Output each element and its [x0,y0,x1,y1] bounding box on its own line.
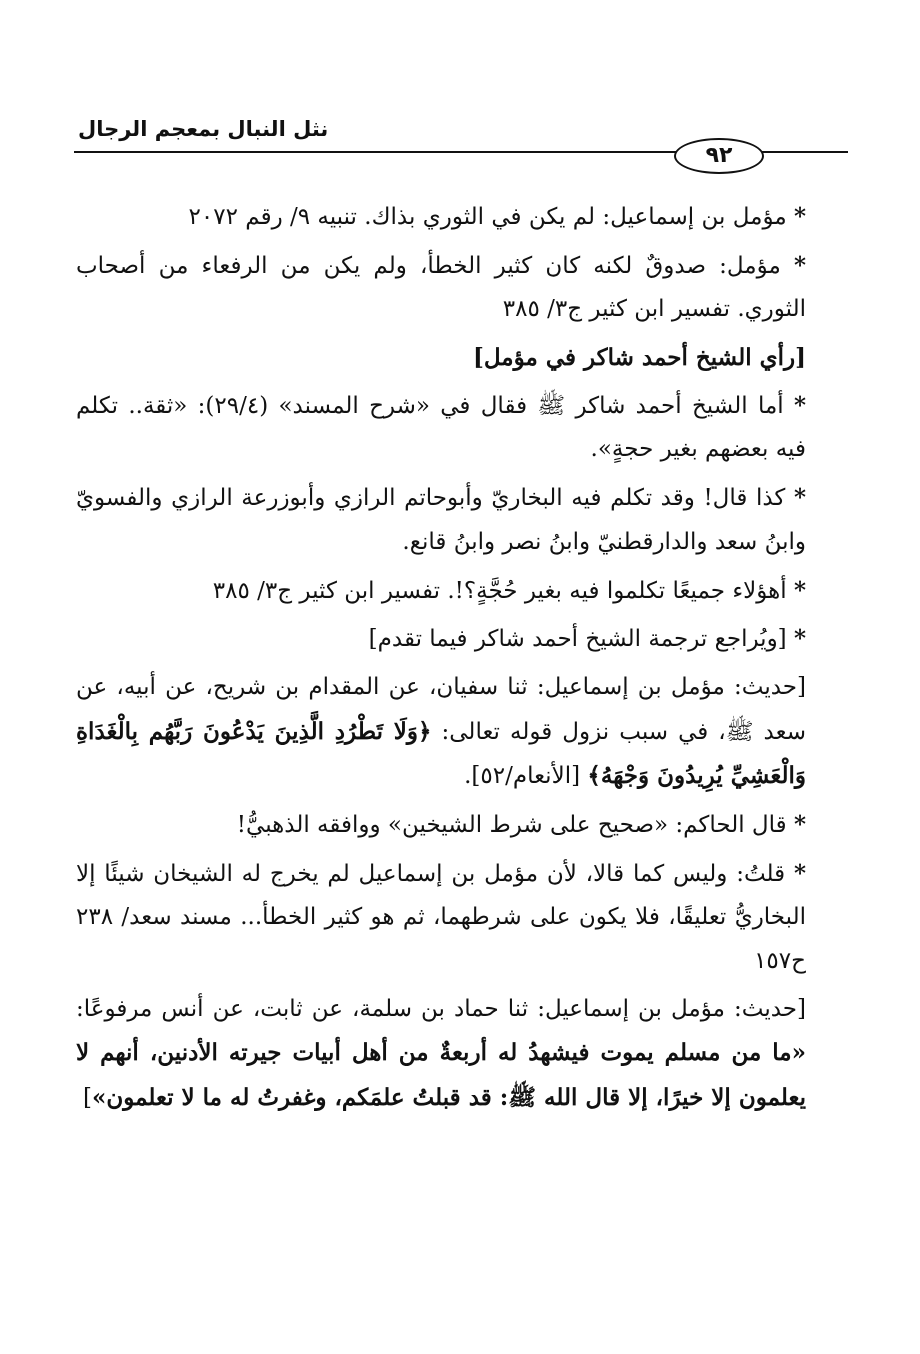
paragraph-text: قال الحاكم: «صحيح على شرط الشيخين» ووافقه الذهبيُّ! [236,811,787,838]
paragraph-text: كذا قال! وقد تكلم فيه البخاريّ وأبوحاتم الرازي وأبوزرعة الرازي والفسويّ وابنُ سعد والدارقطنيّ وابنُ نصر وابنُ قانع. [76,485,806,555]
quran-verse: ﴿وَلَا تَطْرُدِ الَّذِينَ يَدْعُونَ رَبَّهُم بِالْغَدَاةِ وَالْعَشِيِّ يُرِيدُونَ وَجْهَهُ﴾ [76,717,806,790]
paragraph-text: مؤمل: صدوقٌ لكنه كان كثير الخطأ، ولم يكن من الرفعاء من أصحاب الثوري. تفسير ابن كثير ج٣/ ٣٨٥ [76,252,806,323]
paragraph [76,476,846,564]
paragraph-text: مؤمل بن إسماعيل: لم يكن في الثوري بذاك. تنبيه ٩/ رقم ٢٠٧٢ [188,204,787,230]
paragraph [76,803,846,848]
paragraph-text: [حديث: مؤمل بن إسماعيل: ثنا حماد بن سلمة، عن ثابت، عن أنس مرفوعًا: [76,995,806,1022]
paragraph [76,244,846,332]
paragraph-text: أهؤلاء جميعًا تكلموا فيه بغير حُجَّةٍ؟!. تفسير ابن كثير ج٣/ ٣٨٥ [212,577,787,604]
verse-reference: [الأنعام/٥٢]. [464,763,588,790]
paragraph-text: أما الشيخ أحمد شاكر ﷺ فقال في «شرح المسند» (٢٩/٤): «ثقة.. تكلم فيه بعضهم بغير حجةٍ». [76,392,806,463]
bullet-star: * [793,576,806,604]
paragraph [76,569,846,614]
body-text [76,195,846,1125]
paragraph [76,195,846,240]
paragraph [76,852,846,984]
bullet-star: * [793,203,806,230]
closing-bracket: ] [83,1085,92,1112]
hadith-quote: «ما من مسلم يموت فيشهدُ له أربعةٌ من أهل أبيات جيرته الأدنين، أنهم لا يعلمون إلا خيرًا، إلا قال الله ﷺ: قد قبلتُ علمَكم، وغفرتُ له ما لا تعلمون» [76,1039,806,1112]
bullet-star: * [793,251,807,279]
section-heading [76,336,846,380]
bullet-star: * [793,391,806,419]
paragraph-text: قلتُ: وليس كما قالا، لأن مؤمل بن إسماعيل لم يخرج له الشيخان شيئًا إلا البخاريُّ تعليقًا، فلا يكون على شرطهما، ثم هو كثير الخطأ... مسند سعد/ ٢٣٨ ح١٥٧ [76,860,806,974]
paragraph-text: [ويُراجع ترجمة الشيخ أحمد شاكر فيما تقدم] [368,626,787,653]
paragraph [76,617,846,662]
bullet-star: * [793,484,806,512]
bullet-star: * [793,625,806,653]
hadith-paragraph [76,666,846,799]
running-header-title: نثل النبال بمعجم الرجال [78,117,329,141]
section-heading-text: [رأي الشيخ أحمد شاكر في مؤمل] [472,344,806,372]
paragraph-text: [حديث: مؤمل بن إسماعيل: ثنا سفيان، عن المقدام بن شريح، عن أبيه، عن سعد ﷺ، في سبب نزول قوله تعالى: [76,673,807,745]
hadith-paragraph [76,988,846,1121]
page-number: ٩٢ [674,138,764,174]
bullet-star: * [793,810,806,838]
paragraph [76,384,846,472]
bullet-star: * [793,859,807,887]
